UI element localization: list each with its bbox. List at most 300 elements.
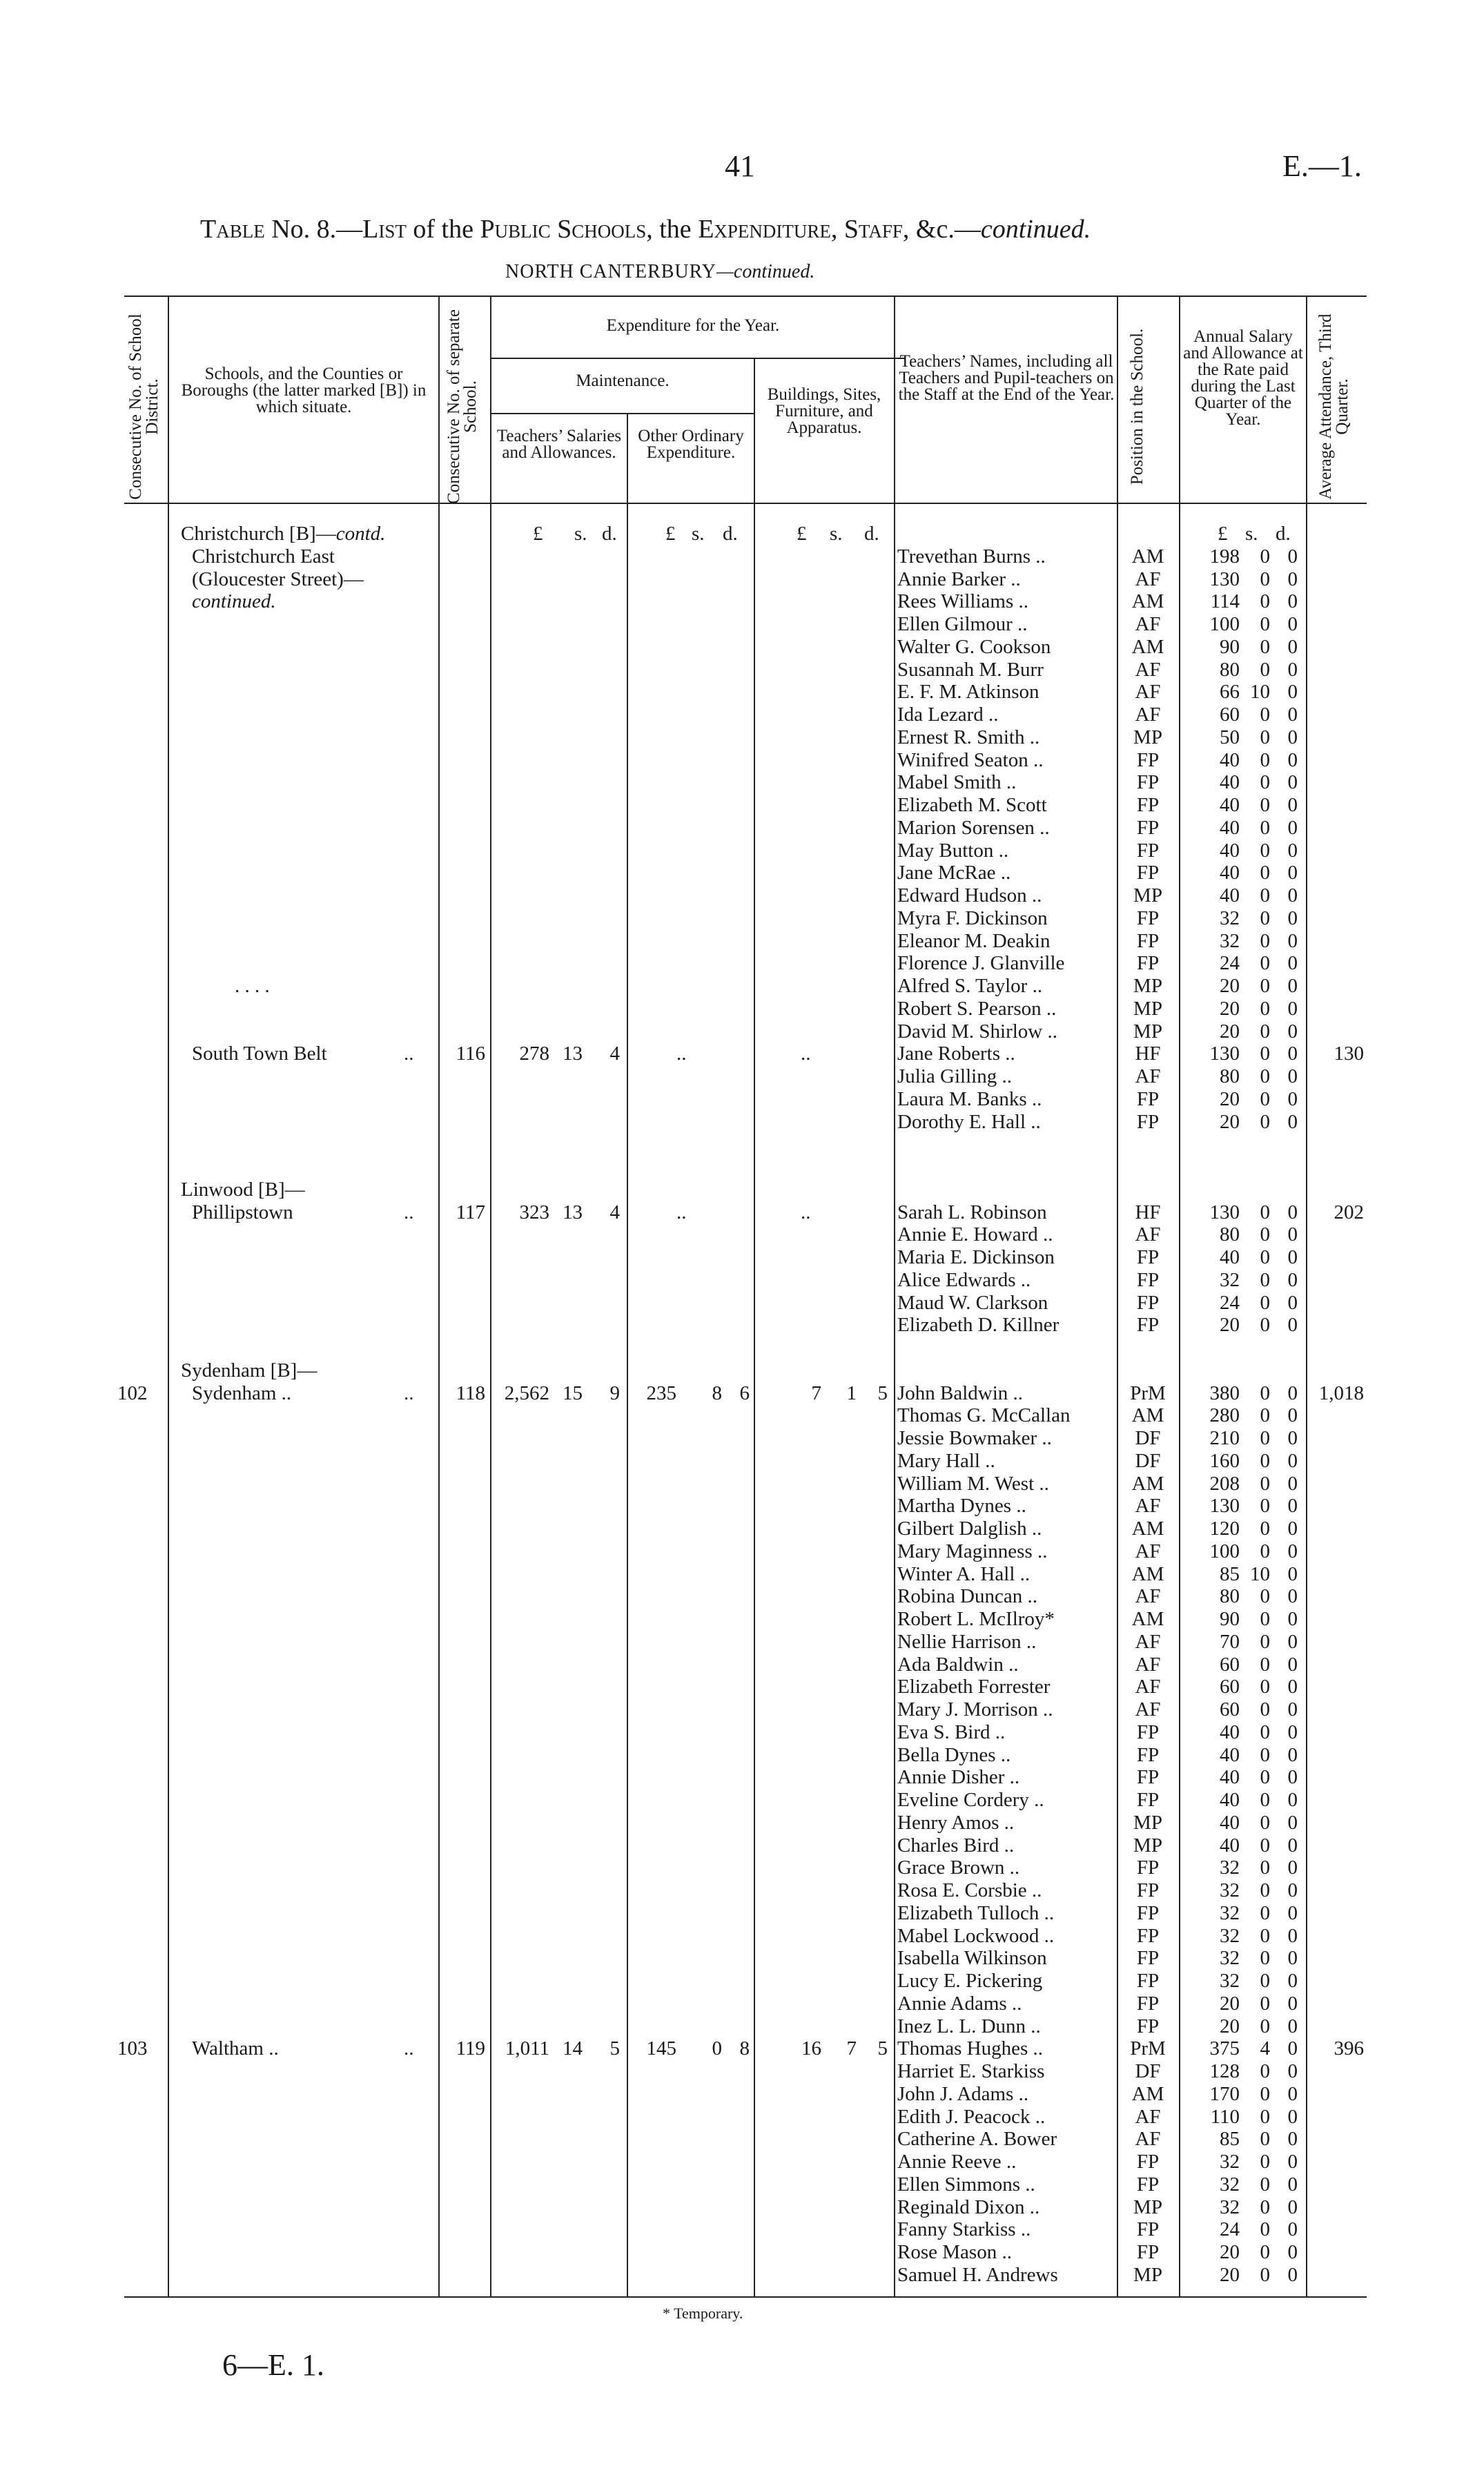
teacher-name: Julia Gilling .. [897,1065,1012,1087]
salary-shillings: 0 [1260,1743,1270,1766]
teacher-position: FP [1136,816,1160,839]
salary-pence: 0 [1287,2105,1298,2128]
unit-pound: £ [797,523,807,545]
salary-shillings: 0 [1260,1721,1270,1743]
teacher-position: FP [1136,1947,1160,1970]
salary-pounds: 40 [1220,1246,1240,1268]
salary-pounds: 20 [1220,2241,1240,2263]
teacher-position: FP [1136,907,1160,929]
header-salaries: Teachers’ Salaries and Allowances. [496,427,622,462]
teacher-position: FP [1136,839,1160,862]
salary-pence: 0 [1287,2015,1298,2037]
salary-pounds: 24 [1220,1291,1240,1314]
teacher-name: John Baldwin .. [897,1382,1024,1404]
teacher-name: Annie Barker .. [897,568,1021,590]
col-rule [168,295,169,2296]
salary-shillings: 0 [1260,1201,1270,1223]
teacher-position: MP [1133,1811,1162,1834]
school-name [192,590,276,613]
teacher-position: MP [1133,2263,1162,2286]
teacher-position: AF [1135,1653,1161,1676]
salary-pounds: 32 [1220,1947,1240,1970]
salary-shillings: 0 [1260,635,1270,658]
teacher-name: Marion Sorensen .. [897,816,1050,839]
district-number: 103 [117,2037,148,2060]
teacher-name: Mary Maginness .. [897,1540,1048,1562]
teacher-name: Elizabeth Forrester [897,1676,1051,1698]
salary-shillings: 0 [1260,794,1270,816]
salary-shillings: 0 [1260,613,1270,635]
salary-shillings: 0 [1260,1676,1270,1698]
teacher-name: Henry Amos .. [897,1811,1015,1834]
salary-shillings: 0 [1260,1382,1270,1404]
teacher-name: Mabel Smith .. [897,771,1017,794]
school-name: Sydenham .. [192,1382,292,1404]
title-part: Table [200,215,265,244]
teacher-position: HF [1135,1043,1161,1065]
buildings-pounds: 7 [811,1382,821,1404]
teacher-position: FP [1136,2151,1160,2173]
salary-pence: 0 [1287,2082,1298,2105]
salary-pence: 0 [1287,1449,1298,1472]
teacher-name: Rose Mason .. [897,2241,1012,2263]
teacher-position: AF [1135,681,1161,704]
title-part: , &c.— [902,215,981,244]
salary-shillings: 0 [1260,1766,1270,1789]
salary-shillings: 0 [1260,1065,1270,1087]
salary-shillings: 0 [1260,997,1270,1020]
teacher-name: Alice Edwards .. [897,1268,1031,1291]
other-expenditure-pounds: 235 [646,1382,676,1404]
salary-shillings: 0 [1260,1268,1270,1291]
col-rule [627,413,628,2296]
header-expenditure: Expenditure for the Year. [606,316,780,335]
teacher-name: Grace Brown .. [897,1857,1020,1879]
salary-shillings: 0 [1260,2128,1270,2151]
leader-dots: .. [404,2037,414,2060]
school-name: Linwood [B]— [181,1178,305,1201]
salary-shillings: 0 [1260,1495,1270,1518]
teacher-position: MP [1133,975,1162,997]
school-name-italic: contd. [335,523,386,545]
salary-shillings: 0 [1260,1947,1270,1970]
teacher-name: Annie Reeve .. [897,2151,1017,2173]
salary-pence: 0 [1287,2263,1298,2286]
teacher-position: MP [1133,1834,1162,1857]
teacher-position: FP [1136,1246,1160,1268]
teacher-position: AF [1135,1676,1161,1698]
title-part: Public Schools [480,215,647,244]
salary-pounds: 20 [1220,1314,1240,1337]
salary-pounds: 60 [1220,1676,1240,1698]
salary-pounds: 40 [1220,794,1240,816]
title-part: Expenditure [698,215,831,244]
teacher-name: May Button .. [897,839,1009,862]
separate-school-number: 117 [456,1201,485,1223]
table-top-rule [124,295,1367,297]
page-signature: 6—E. 1. [222,2348,324,2382]
salary-pounds: 130 [1209,1495,1240,1518]
salary-pence: 0 [1287,1834,1298,1857]
teacher-name: Gilbert Dalglish .. [897,1518,1042,1540]
salary-pounds: 198 [1209,545,1240,568]
salary-pounds: 32 [1220,929,1240,952]
teacher-name: John J. Adams .. [897,2082,1029,2105]
salary-pence: 0 [1287,1924,1298,1947]
salary-shillings: 10 [1250,1562,1270,1585]
average-attendance: 396 [1334,2037,1364,2060]
salary-shillings: 0 [1260,1472,1270,1495]
average-attendance: 1,018 [1318,1382,1364,1404]
salary-pence: 0 [1287,1427,1298,1449]
salaries-pounds: 2,562 [504,1382,549,1404]
salary-pounds: 130 [1209,568,1240,590]
header-annual: Annual Salary and Allowance at the Rate paid during the Last Quarter of the Year. [1183,327,1303,429]
teacher-position: FP [1136,748,1160,771]
salary-pounds: 32 [1220,2151,1240,2173]
teacher-name: Ernest R. Smith .. [897,726,1040,748]
salary-shillings: 0 [1260,1043,1270,1065]
salary-pounds: 114 [1210,590,1240,613]
salary-pounds: 90 [1220,1608,1240,1630]
teacher-position: FP [1136,1110,1160,1133]
teacher-position: AF [1135,1540,1161,1562]
salary-pounds: 160 [1209,1449,1240,1472]
teacher-name: Reginald Dixon .. [897,2196,1040,2218]
teacher-name: Maria E. Dickinson [897,1246,1055,1268]
salaries-shillings: 15 [563,1382,583,1404]
salaries-pence: 9 [609,1382,620,1404]
title-part: No. 8.— [264,215,363,244]
teacher-position: AF [1135,658,1161,681]
salaries-shillings: 14 [563,2037,583,2060]
salary-shillings: 0 [1260,1630,1270,1653]
teacher-name: Susannah M. Burr [897,658,1044,681]
salary-shillings: 0 [1260,1449,1270,1472]
salary-pence: 0 [1287,929,1298,952]
teacher-position: AF [1135,1065,1161,1087]
separate-school-number: 116 [456,1043,485,1065]
teacher-position: FP [1136,2241,1160,2263]
salary-pence: 0 [1287,748,1298,771]
salary-shillings: 0 [1260,1698,1270,1721]
salary-pounds: 40 [1220,1789,1240,1811]
teacher-name: Jane McRae .. [897,862,1011,884]
salary-pounds: 40 [1220,1811,1240,1834]
salary-pounds: 40 [1220,1743,1240,1766]
salaries-shillings: 13 [563,1201,583,1223]
teacher-position: AM [1131,1404,1164,1427]
salary-pence: 0 [1287,2241,1298,2263]
subtitle-region: NORTH CANTERBURY [505,261,717,282]
school-name: Christchurch East [192,545,335,568]
salary-pence: 0 [1287,613,1298,635]
teacher-name: Robert L. McIlroy* [897,1608,1055,1630]
salaries-shillings: 13 [563,1043,583,1065]
school-name: South Town Belt [192,1043,327,1065]
school-name: Waltham .. [192,2037,279,2060]
salary-pence: 0 [1287,1970,1298,1992]
teacher-name: Edith J. Peacock .. [897,2105,1046,2128]
salary-shillings: 0 [1260,1924,1270,1947]
salary-pounds: 32 [1220,1268,1240,1291]
salary-pence: 0 [1287,884,1298,907]
salary-pence: 0 [1287,1743,1298,1766]
salary-shillings: 0 [1260,2263,1270,2286]
salary-pounds: 210 [1209,1427,1240,1449]
salary-shillings: 0 [1260,2015,1270,2037]
salary-shillings: 0 [1260,2105,1270,2128]
salary-pence: 0 [1287,1291,1298,1314]
salary-shillings: 0 [1260,816,1270,839]
teacher-name: David M. Shirlow .. [897,1020,1057,1043]
salary-pounds: 80 [1220,658,1240,681]
salary-pounds: 60 [1220,704,1240,726]
school-name: . . . . [235,975,270,997]
teacher-position: FP [1136,1743,1160,1766]
salary-pence: 0 [1287,1518,1298,1540]
salary-pence: 0 [1287,2173,1298,2196]
teacher-name: Eva S. Bird .. [897,1721,1006,1743]
salary-pence: 0 [1287,1901,1298,1924]
teacher-position: FP [1136,1789,1160,1811]
teacher-name: Rosa E. Corsbie .. [897,1879,1042,1901]
salary-shillings: 0 [1260,1857,1270,1879]
leader-dots: .. [404,1382,414,1404]
separate-school-number: 119 [456,2037,485,2060]
unit-shillings: s. [692,523,705,545]
salary-pounds: 130 [1209,1201,1240,1223]
salary-pounds: 85 [1220,1562,1240,1585]
salary-pence: 0 [1287,545,1298,568]
salary-pounds: 20 [1220,1020,1240,1043]
teacher-name: Elizabeth Tulloch .. [897,1901,1055,1924]
salary-pounds: 66 [1220,681,1240,704]
salaries-pounds: 1,011 [505,2037,549,2060]
unit-row [491,523,1306,545]
teacher-name: Inez L. L. Dunn .. [897,2015,1041,2037]
title-part: , [830,215,844,244]
unit-pence: d. [602,523,617,545]
salary-pence: 0 [1287,1201,1298,1223]
other-expenditure-dots: .. [676,1201,687,1223]
teacher-name: William M. West .. [897,1472,1049,1495]
salary-pounds: 40 [1220,884,1240,907]
salary-shillings: 0 [1260,1020,1270,1043]
table-subtitle [505,261,814,283]
salaries-pence: 4 [609,1201,620,1223]
header-separate: Consecutive No. of separate School. [445,309,480,504]
salary-shillings: 0 [1260,2196,1270,2218]
salary-pence: 0 [1287,1314,1298,1337]
salary-pence: 0 [1287,1562,1298,1585]
header-school: Schools, and the Counties or Boroughs (the latter marked [B]) in which situate. [181,365,427,416]
other-expenditure-pounds: 145 [646,2037,676,2060]
maintenance-rule [491,358,906,359]
teacher-name: Bella Dynes .. [897,1743,1011,1766]
salary-shillings: 4 [1260,2037,1270,2060]
salary-pounds: 20 [1220,1110,1240,1133]
teacher-position: AM [1131,1518,1164,1540]
salary-pounds: 40 [1220,816,1240,839]
other-expenditure-shillings: 8 [712,1382,722,1404]
teacher-name: Thomas G. McCallan [897,1404,1071,1427]
salary-pence: 0 [1287,1879,1298,1901]
teacher-position: MP [1133,997,1162,1020]
salary-pounds: 32 [1220,1879,1240,1901]
salary-shillings: 0 [1260,1789,1270,1811]
teacher-position: AM [1131,1472,1164,1495]
teacher-name: Mary Hall .. [897,1449,995,1472]
teacher-name: Fanny Starkiss .. [897,2218,1031,2241]
average-attendance: 202 [1334,1201,1364,1223]
teacher-position: FP [1136,929,1160,952]
salary-pence: 0 [1287,1608,1298,1630]
salary-shillings: 0 [1260,545,1270,568]
teacher-name: Eveline Cordery .. [897,1789,1044,1811]
salaries-pounds: 278 [519,1043,549,1065]
teacher-name: Dorothy E. Hall .. [897,1110,1041,1133]
header-district: Consecutive No. of School District. [126,313,162,500]
header-buildings: Buildings, Sites, Furniture, and Apparatus. [767,385,881,437]
salary-pence: 0 [1287,997,1298,1020]
salary-pounds: 100 [1209,1540,1240,1562]
teacher-position: AM [1131,590,1164,613]
unit-pence: d. [1276,523,1291,545]
separate-school-number: 118 [456,1382,485,1404]
teacher-position: FP [1136,1087,1160,1110]
salary-pence: 0 [1287,1947,1298,1970]
col-rule [894,295,895,2296]
unit-shillings: s. [574,523,587,545]
teacher-position: MP [1133,2196,1162,2218]
teacher-position: FP [1136,771,1160,794]
salary-pounds: 375 [1209,2037,1240,2060]
teacher-name: Annie Disher .. [897,1766,1020,1789]
salary-pence: 0 [1287,1857,1298,1879]
teacher-name: Annie Adams .. [897,1992,1022,2015]
salary-pence: 0 [1287,1992,1298,2015]
teacher-position: AM [1131,2082,1164,2105]
salary-pounds: 24 [1220,952,1240,975]
teacher-name: Nellie Harrison .. [897,1630,1037,1653]
salary-shillings: 0 [1260,1087,1270,1110]
title-part: , the [646,215,699,244]
teacher-position: PrM [1130,2037,1166,2060]
other-expenditure-pence: 8 [739,2037,750,2060]
teacher-position: AM [1131,635,1164,658]
teacher-position: FP [1136,1721,1160,1743]
salary-shillings: 0 [1260,748,1270,771]
district-number: 102 [117,1382,148,1404]
unit-pound: £ [1218,523,1228,545]
teacher-position: AF [1135,704,1161,726]
salary-shillings: 0 [1260,1992,1270,2015]
salaries-pounds: 323 [519,1201,549,1223]
salary-pence: 0 [1287,590,1298,613]
teacher-position: AF [1135,1630,1161,1653]
salary-pounds: 60 [1220,1698,1240,1721]
salary-shillings: 0 [1260,1110,1270,1133]
teacher-name: Ellen Gilmour .. [897,613,1028,635]
salary-pence: 0 [1287,771,1298,794]
teacher-name: Trevethan Burns .. [897,545,1046,568]
salary-shillings: 0 [1260,1901,1270,1924]
table-bottom-rule [124,2296,1367,2298]
teacher-name: Elizabeth D. Killner [897,1314,1060,1337]
salary-pounds: 20 [1220,975,1240,997]
salary-pounds: 20 [1220,1992,1240,2015]
teacher-position: AF [1135,1585,1161,1608]
salary-pence: 0 [1287,658,1298,681]
unit-pence: d. [864,523,879,545]
teacher-position: AM [1131,1608,1164,1630]
salary-pounds: 60 [1220,1653,1240,1676]
buildings-dots: .. [801,1201,811,1223]
buildings-dots: .. [801,1043,811,1065]
teacher-name: Edward Hudson .. [897,884,1042,907]
teacher-position: DF [1135,1427,1161,1449]
unit-pound: £ [665,523,676,545]
teacher-name: Rees Williams .. [897,590,1029,613]
salary-shillings: 0 [1260,2173,1270,2196]
salary-shillings: 0 [1260,1879,1270,1901]
teacher-position: FP [1136,1291,1160,1314]
col-rule [438,295,440,2296]
salary-shillings: 0 [1260,1404,1270,1427]
buildings-pounds: 16 [801,2037,821,2060]
salary-pounds: 80 [1220,1585,1240,1608]
header-attendance: Average Attendance, Third Quarter. [1316,313,1351,500]
salary-pounds: 32 [1220,1970,1240,1992]
title-part: continued. [980,215,1091,244]
header-teachers: Teachers’ Names, including all Teachers and Pupil-teachers on the Staff at the End of the Year. [898,352,1115,404]
salary-shillings: 0 [1260,1540,1270,1562]
salary-pence: 0 [1287,1472,1298,1495]
teacher-position: AM [1131,545,1164,568]
teacher-position: AM [1131,1562,1164,1585]
salary-pounds: 40 [1220,839,1240,862]
salary-pence: 0 [1287,681,1298,704]
teacher-position: PrM [1130,1382,1166,1404]
salary-pounds: 130 [1209,1043,1240,1065]
teacher-name: Myra F. Dickinson [897,907,1048,929]
salary-pence: 0 [1287,1382,1298,1404]
unit-shillings: s. [830,523,843,545]
salary-shillings: 0 [1260,1653,1270,1676]
teacher-name: Jessie Bowmaker .. [897,1427,1052,1449]
salary-pounds: 110 [1210,2105,1240,2128]
table-title [200,214,1091,244]
salary-pounds: 32 [1220,907,1240,929]
salary-pence: 0 [1287,1223,1298,1246]
salary-pence: 0 [1287,2196,1298,2218]
teacher-position: FP [1136,1766,1160,1789]
teacher-name: Winter A. Hall .. [897,1562,1031,1585]
salary-pence: 0 [1287,704,1298,726]
salary-shillings: 0 [1260,1291,1270,1314]
teacher-name: Thomas Hughes .. [897,2037,1044,2060]
salary-pounds: 40 [1220,1834,1240,1857]
teacher-name: Robina Duncan .. [897,1585,1037,1608]
salary-pence: 0 [1287,975,1298,997]
teacher-position: MP [1133,1020,1162,1043]
salary-pounds: 32 [1220,2196,1240,2218]
teacher-position: AF [1135,568,1161,590]
salary-shillings: 0 [1260,884,1270,907]
salary-shillings: 0 [1260,2241,1270,2263]
salary-pounds: 80 [1220,1065,1240,1087]
